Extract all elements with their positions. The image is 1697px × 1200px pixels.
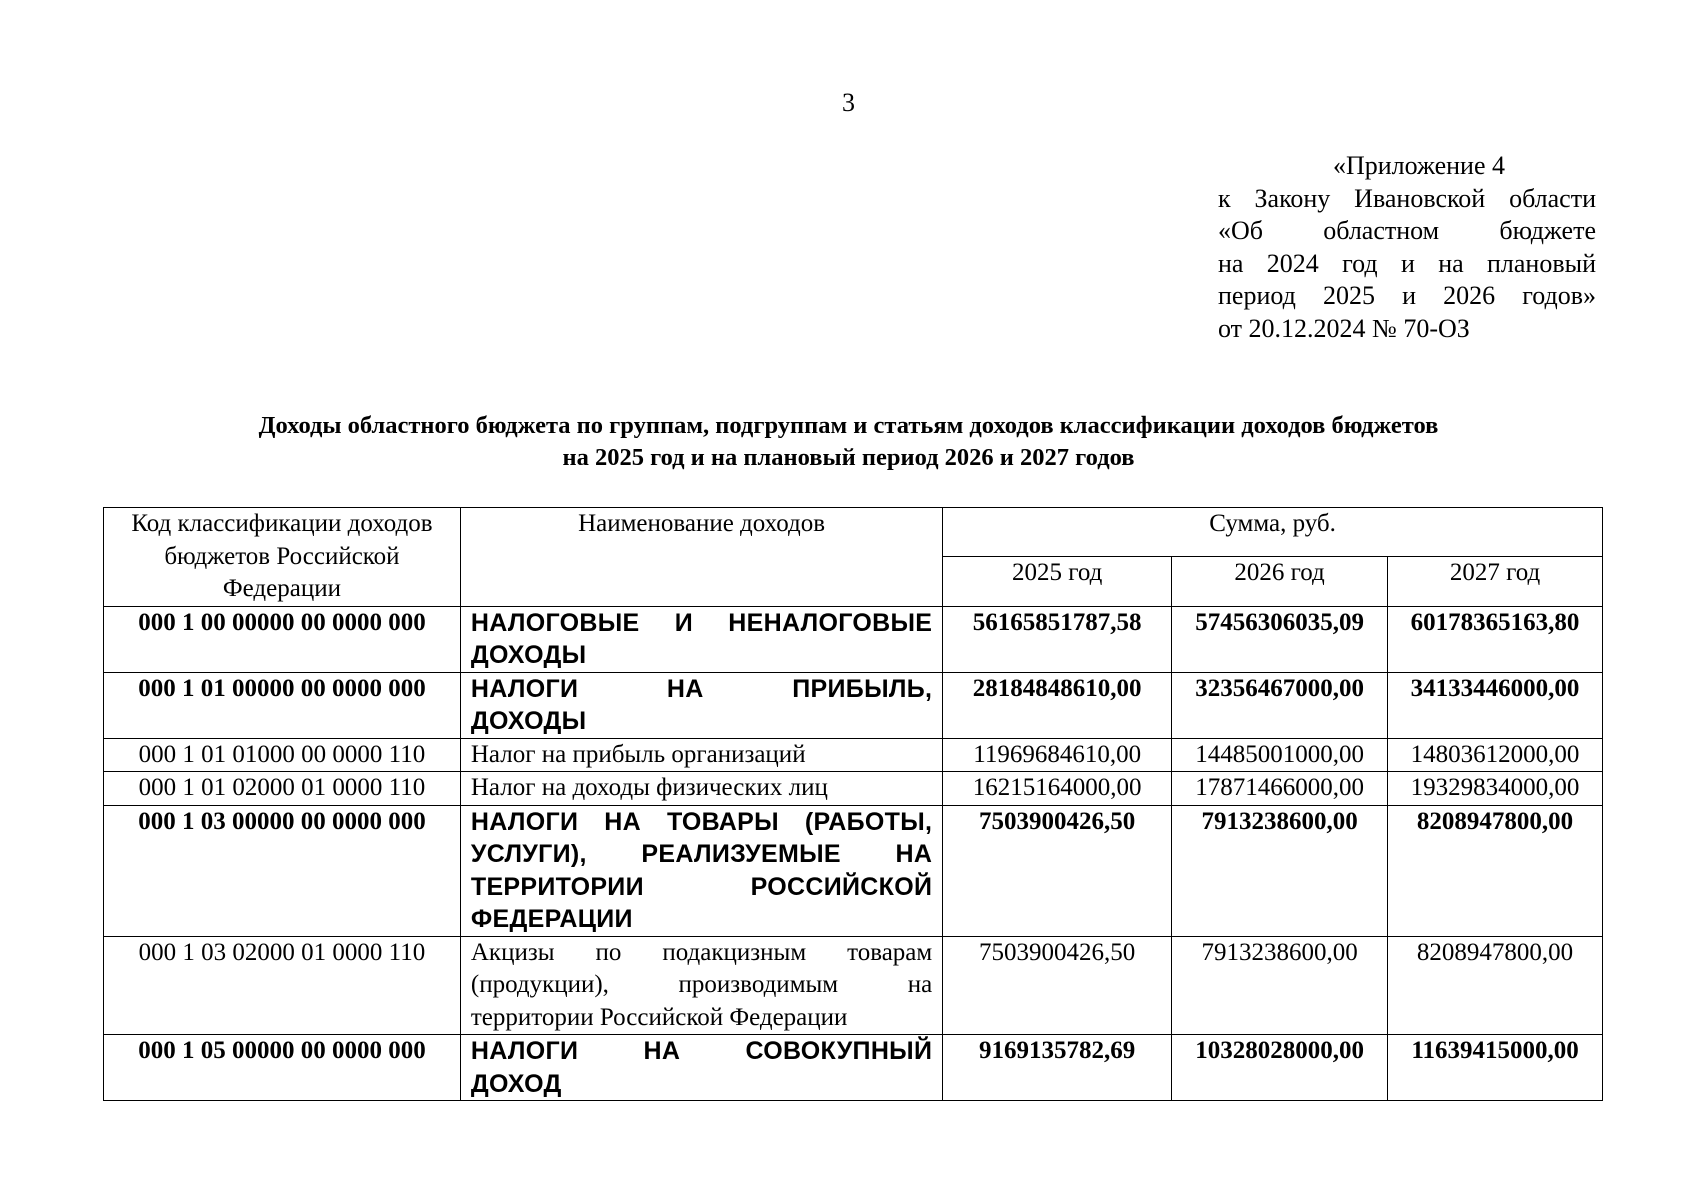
income-name-cell <box>460 672 942 738</box>
table-row <box>104 672 1603 738</box>
amount-2027-cell: 11639415000,00 <box>1388 1035 1603 1101</box>
income-code-cell: 000 1 03 02000 01 0000 110 <box>104 936 461 1035</box>
amount-2025-cell: 9169135782,69 <box>943 1035 1172 1101</box>
income-name-line: НАЛОГИ НА ПРИБЫЛЬ, <box>470 674 933 703</box>
income-code-cell: 000 1 01 01000 00 0000 110 <box>104 738 461 772</box>
amount-2026-cell: 57456306035,09 <box>1172 606 1388 672</box>
amount-2025-cell: 7503900426,50 <box>943 805 1172 936</box>
income-name-line: ДОХОДЫ <box>470 707 587 735</box>
income-name-line: ФЕДЕРАЦИИ <box>470 905 633 933</box>
income-table <box>103 507 1603 1101</box>
income-code-cell: 000 1 05 00000 00 0000 000 <box>104 1035 461 1101</box>
amount-2027-cell: 60178365163,80 <box>1388 606 1603 672</box>
header-year-2027: 2027 год <box>1388 557 1603 606</box>
income-name-line: Налог на прибыль организаций <box>470 740 806 768</box>
amount-2025-cell: 11969684610,00 <box>943 738 1172 772</box>
amount-2025-cell: 56165851787,58 <box>943 606 1172 672</box>
table-row <box>104 936 1603 1035</box>
amount-2025-cell: 7503900426,50 <box>943 936 1172 1035</box>
table-row <box>104 805 1603 936</box>
appendix-line: от 20.12.2024 № 70-ОЗ <box>1218 313 1470 343</box>
table-row <box>104 1035 1603 1101</box>
appendix-line: период 2025 и 2026 годов» <box>1218 281 1596 310</box>
table-row <box>104 738 1603 772</box>
income-name-cell <box>460 738 942 772</box>
table-row <box>104 772 1603 806</box>
income-name-line: НАЛОГОВЫЕ И НЕНАЛОГОВЫЕ <box>470 608 933 637</box>
header-code: Код классификации доходов бюджетов Российской Федерации <box>104 508 461 607</box>
header-year-2026: 2026 год <box>1172 557 1388 606</box>
income-name-cell <box>460 805 942 936</box>
amount-2025-cell: 16215164000,00 <box>943 772 1172 806</box>
table-row <box>104 606 1603 672</box>
appendix-line: «Приложение 4 <box>1332 151 1506 180</box>
amount-2025-cell: 28184848610,00 <box>943 672 1172 738</box>
amount-2027-cell: 34133446000,00 <box>1388 672 1603 738</box>
appendix-line: на 2024 год и на плановый <box>1218 248 1596 278</box>
document-title <box>100 410 1597 474</box>
income-name-cell <box>460 606 942 672</box>
income-code-cell: 000 1 01 00000 00 0000 000 <box>104 672 461 738</box>
amount-2026-cell: 17871466000,00 <box>1172 772 1388 806</box>
amount-2026-cell: 7913238600,00 <box>1172 936 1388 1035</box>
income-name-line: Налог на доходы физических лиц <box>470 774 828 801</box>
appendix-line: «Об областном бюджете <box>1218 216 1596 245</box>
table-body <box>104 606 1603 1101</box>
amount-2027-cell: 14803612000,00 <box>1388 738 1603 772</box>
income-name-line: УСЛУГИ), РЕАЛИЗУЕМЫЕ НА <box>470 840 933 868</box>
income-name-line: ТЕРРИТОРИИ РОССИЙСКОЙ <box>470 872 933 901</box>
income-name-line: ДОХОД <box>470 1069 562 1098</box>
income-name-cell <box>460 772 942 806</box>
income-code-cell: 000 1 03 00000 00 0000 000 <box>104 805 461 936</box>
header-sum: Сумма, руб. <box>943 508 1603 557</box>
amount-2026-cell: 32356467000,00 <box>1172 672 1388 738</box>
amount-2026-cell: 10328028000,00 <box>1172 1035 1388 1101</box>
income-code-cell: 000 1 01 02000 01 0000 110 <box>104 772 461 806</box>
page-number: 3 <box>842 88 855 117</box>
document-title-line-1: Доходы областного бюджета по группам, подгруппам и статьям доходов классификации доходов бюджетов <box>258 412 1439 439</box>
income-name-cell <box>460 1035 942 1101</box>
income-name-line: территории Российской Федерации <box>470 1003 848 1031</box>
amount-2027-cell: 8208947800,00 <box>1388 936 1603 1035</box>
appendix-line: к Закону Ивановской области <box>1218 183 1596 213</box>
header-name: Наименование доходов <box>460 508 942 607</box>
amount-2027-cell: 19329834000,00 <box>1388 772 1603 806</box>
income-name-line: НАЛОГИ НА СОВОКУПНЫЙ <box>470 1037 933 1065</box>
income-name-line: НАЛОГИ НА ТОВАРЫ (РАБОТЫ, <box>470 807 933 836</box>
header-year-2025: 2025 год <box>943 557 1172 606</box>
table-header-row <box>104 508 1603 557</box>
income-name-cell <box>460 936 942 1035</box>
document-title-line-2: на 2025 год и на плановый период 2026 и 2027 годов <box>562 444 1135 471</box>
amount-2027-cell: 8208947800,00 <box>1388 805 1603 936</box>
amount-2026-cell: 14485001000,00 <box>1172 738 1388 772</box>
income-name-line: Акцизы по подакцизным товарам <box>470 938 933 966</box>
amount-2026-cell: 7913238600,00 <box>1172 805 1388 936</box>
income-name-line: ДОХОДЫ <box>470 641 587 669</box>
income-code-cell: 000 1 00 00000 00 0000 000 <box>104 606 461 672</box>
income-name-line: (продукции), производимым на <box>470 971 933 998</box>
appendix-reference <box>1218 150 1596 345</box>
